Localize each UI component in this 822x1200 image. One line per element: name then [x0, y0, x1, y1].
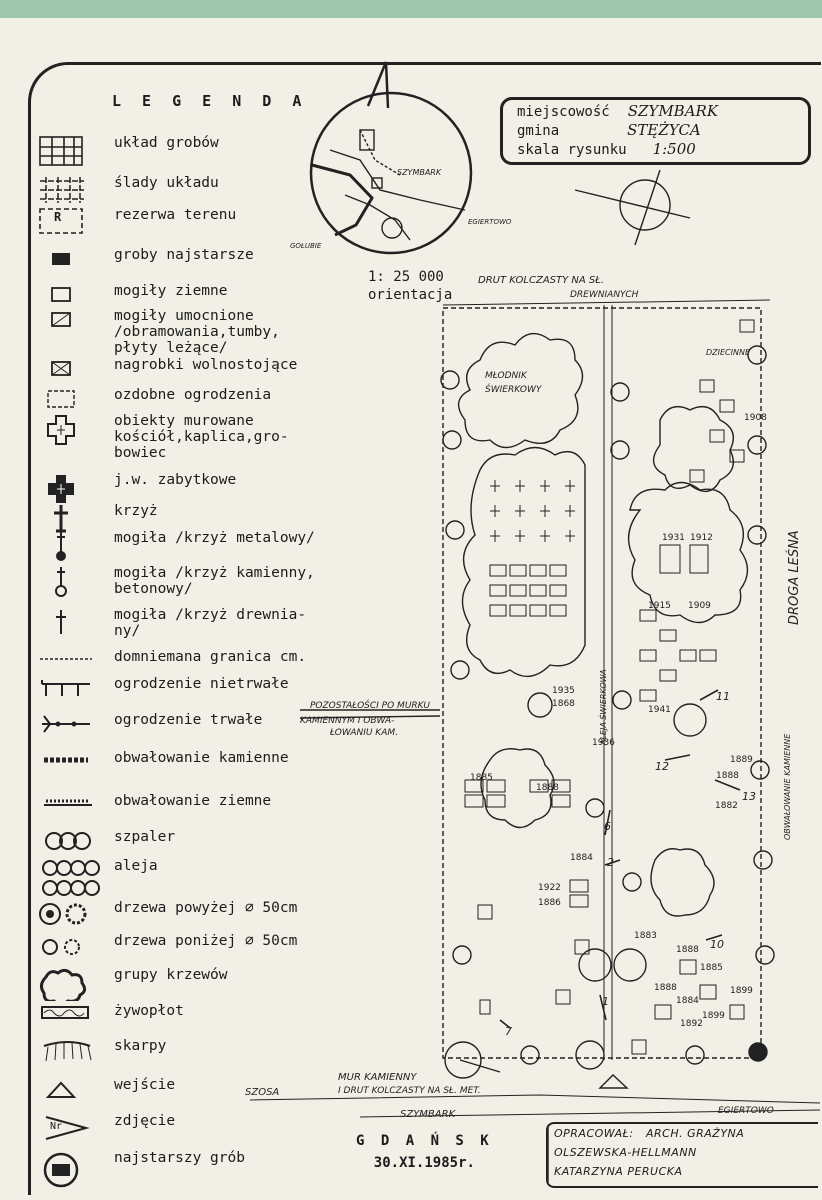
author-line-2: OLSZEWSKA-HELLMANN: [554, 1146, 697, 1159]
land-reserve-mark: R: [54, 210, 62, 224]
legend-label: najstarszy grób: [114, 1150, 245, 1166]
legend-label: obwałowanie kamienne: [114, 750, 289, 766]
grave-year-label: 1886: [538, 898, 561, 908]
grave-year-label: 1888: [676, 945, 699, 955]
scale-value: 1:500: [652, 140, 696, 158]
grave-year-label: 1908: [744, 413, 767, 423]
legend-label: krzyż: [114, 503, 158, 519]
legend-label: wejście: [114, 1077, 176, 1093]
grave-year-label: 1892: [680, 1019, 703, 1029]
locality-label: miejscowość: [517, 104, 610, 120]
grave-year-label: 1889: [730, 755, 753, 765]
grave-year-label: 1885: [700, 963, 723, 973]
north-marker-icon: [368, 62, 388, 108]
photo-number-label: 7: [505, 1025, 512, 1038]
legend-label: j.w. zabytkowe: [114, 472, 237, 488]
legend-label: ślady układu: [114, 175, 219, 191]
grave-year-label: 1936: [592, 738, 615, 748]
grave-year-label: 1909: [688, 601, 711, 611]
photo-number-mark: Nr: [50, 1121, 63, 1132]
footer-date: 30.XI.1985r.: [373, 1155, 475, 1171]
compass-needle: [575, 170, 690, 245]
author-line-3: KATARZYNA PERUCKA: [554, 1165, 683, 1178]
legend-label: zdjęcie: [114, 1113, 176, 1129]
plan-stone-bank: OBWAŁOWANIE KAMIENNE: [783, 733, 792, 840]
inset-scale: 1: 25 000: [368, 269, 444, 285]
legend-title: L E G E N D A: [112, 92, 308, 110]
grave-year-label: 1888: [536, 783, 559, 793]
grave-year-label: 1888: [716, 771, 739, 781]
grave-year-label: 1899: [702, 1011, 725, 1021]
plan-spruce-2: ŚWIERKOWY: [485, 385, 542, 395]
plan-top-note-2: DREWNIANYCH: [570, 290, 639, 300]
photo-number-label: 13: [742, 790, 756, 803]
legend-label: mogiły ziemne: [114, 283, 228, 299]
grave-year-label: 1912: [690, 533, 713, 543]
author-line-1: ARCH. GRAŻYNA: [646, 1127, 745, 1140]
photo-number-label: 10: [710, 938, 724, 951]
road-egiertowo: EGIERTOWO: [718, 1106, 774, 1116]
legend-label: układ grobów: [114, 135, 219, 151]
plan-alley: ALEJA ŚWIERKOWA: [599, 669, 608, 745]
legend-label: obwałowanie ziemne: [114, 793, 272, 809]
plan-wall-note-3: ŁOWANIU KAM.: [330, 728, 398, 738]
grave-year-label: 1884: [676, 996, 699, 1006]
legend-label: mogiła /krzyż kamienny, betonowy/: [114, 565, 315, 597]
commune-value: STĘŻYCA: [627, 121, 701, 139]
grave-year-label: 1888: [654, 983, 677, 993]
grave-year-label: 1885: [470, 773, 493, 783]
legend-label: ogrodzenie trwałe: [114, 712, 263, 728]
commune-label: gmina: [517, 123, 560, 139]
legend-label: rezerwa terenu: [114, 207, 237, 223]
plan-stone-wall-2: I DRUT KOLCZASTY NA SŁ. MET.: [338, 1086, 481, 1096]
grave-year-label: 1922: [538, 883, 561, 893]
legend-label: grupy krzewów: [114, 967, 228, 983]
inset-label-egiertowo: EGIERTOWO: [468, 218, 512, 226]
photo-number-label: 2: [607, 856, 614, 869]
legend-label: drzewa poniżej ∅ 50cm: [114, 933, 298, 949]
legend-label: mogiła /krzyż drewnia- ny/: [114, 607, 307, 639]
plan-wall-note-1: POZOSTAŁOŚCI PO MURKU: [310, 701, 430, 711]
locality-value: SZYMBARK: [627, 102, 719, 120]
grave-year-label: 1935: [552, 686, 575, 696]
inset-label-golubie: GOŁUBIE: [290, 242, 322, 250]
grave-year-label: 1884: [570, 853, 593, 863]
legend-label: domniemana granica cm.: [114, 649, 307, 665]
plan-wall-note-2: KAMIENNYM I OBWA-: [300, 716, 395, 726]
legend-label: ogrodzenie nietrwałe: [114, 676, 289, 692]
photo-number-label: 12: [655, 760, 669, 773]
legend-label: nagrobki wolnostojące: [114, 357, 298, 373]
grave-year-label: 1931: [662, 533, 685, 543]
footer-city: G D A Ń S K: [356, 1133, 493, 1149]
inset-map-circle: [311, 93, 471, 253]
author-block: [546, 1122, 818, 1188]
inset-label-szymbark: SZYMBARK: [397, 168, 442, 177]
legend-label: szpaler: [114, 829, 176, 845]
grave-year-label: 1915: [648, 601, 671, 611]
legend-label: skarpy: [114, 1038, 167, 1054]
photo-number-label: 1: [602, 995, 609, 1008]
legend-label: groby najstarsze: [114, 247, 254, 263]
legend-label: mogiła /krzyż metalowy/: [114, 530, 315, 546]
legend-label: ozdobne ogrodzenia: [114, 387, 272, 403]
legend-label: obiekty murowane kościół,kaplica,gro- bowiec: [114, 413, 289, 461]
compass-circle: [620, 180, 670, 230]
plan-kids: DZIECINNE: [706, 348, 751, 357]
prepared-label: OPRACOWAŁ:: [554, 1127, 634, 1140]
road-szymbark: SZYMBARK: [400, 1109, 456, 1120]
grave-year-label: 1868: [552, 699, 575, 709]
grave-year-label: 1882: [715, 801, 738, 811]
orientation-label: orientacja: [368, 287, 453, 303]
grave-year-label: 1883: [634, 931, 657, 941]
legend-label: drzewa powyżej ∅ 50cm: [114, 900, 298, 916]
plan-top-note-1: DRUT KOLCZASTY NA SŁ.: [478, 275, 605, 286]
legend-label: aleja: [114, 858, 158, 874]
photo-number-label: 6: [604, 820, 611, 833]
footer-place-date: [356, 1130, 493, 1174]
plan-spruce-1: MŁODNIK: [485, 371, 527, 381]
scale-label: skala rysunku: [517, 142, 627, 158]
legend-label: żywopłot: [114, 1003, 184, 1019]
photo-number-label: 11: [716, 690, 730, 703]
plan-forest-road: DROGA LEŚNA: [787, 530, 802, 625]
plan-stone-wall-1: MUR KAMIENNY: [338, 1072, 417, 1083]
road-szosa: SZOSA: [245, 1087, 280, 1098]
entrance-icon: [600, 1075, 627, 1088]
grave-year-label: 1941: [648, 705, 671, 715]
legend-label: mogiły umocnione /obramowania,tumby, płyty leżące/: [114, 308, 280, 356]
grave-year-label: 1899: [730, 986, 753, 996]
